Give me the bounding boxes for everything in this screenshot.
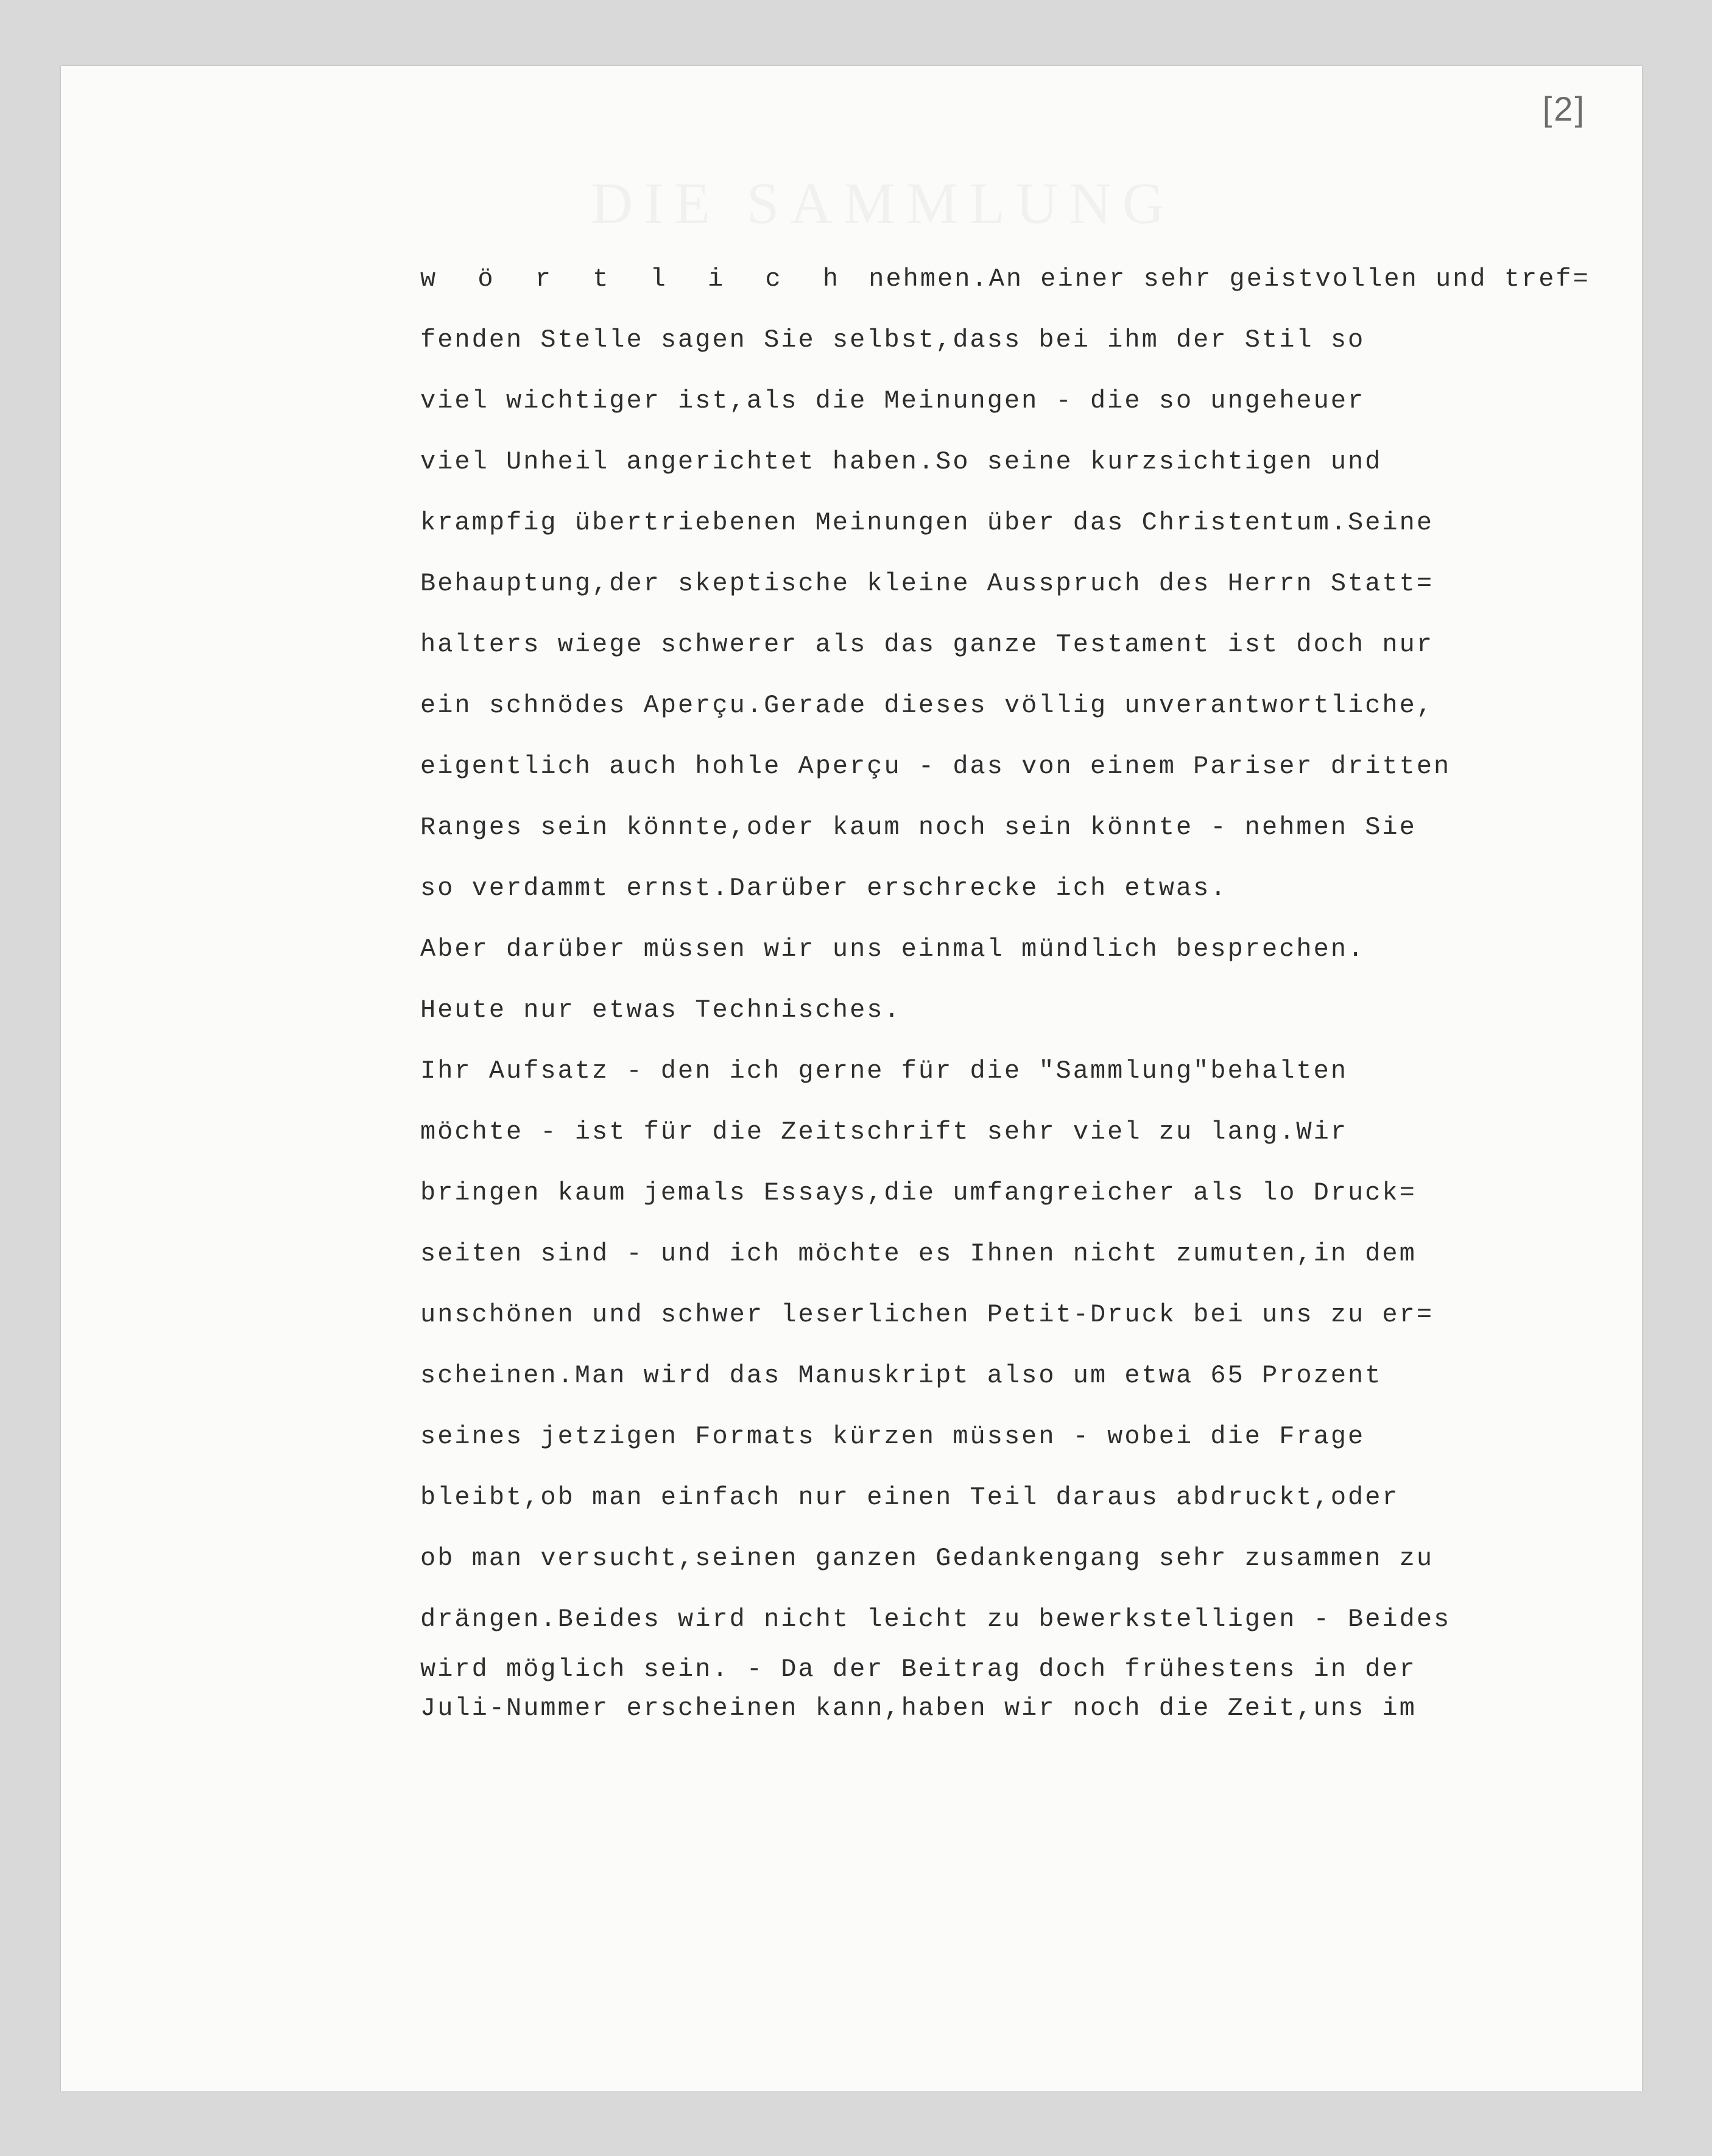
letter-line: Aber darüber müssen wir uns einmal mündlich besprechen. <box>420 935 1365 964</box>
letter-line: halters wiege schwerer als das ganze Testament ist doch nur <box>420 630 1434 659</box>
page-number: [2] <box>1542 90 1586 128</box>
letter-line: eigentlich auch hohle Aperçu - das von einem Pariser dritten <box>420 752 1451 781</box>
letter-line: seiten sind - und ich möchte es Ihnen nicht zumuten,in dem <box>420 1239 1417 1268</box>
letter-line: bringen kaum jemals Essays,die umfangreicher als lo Druck= <box>420 1178 1417 1207</box>
letter-body <box>420 249 1614 1728</box>
letter-line: Behauptung,der skeptische kleine Ausspruch des Herrn Statt= <box>420 569 1434 598</box>
letterhead-watermark: DIE SAMMLUNG <box>591 171 1175 236</box>
emphasized-word: w ö r t l i c h <box>420 264 852 294</box>
letter-line: scheinen.Man wird das Manuskript also um etwa 65 Prozent <box>420 1361 1383 1390</box>
letter-line: unschönen und schwer leserlichen Petit-Druck bei uns zu er= <box>420 1300 1434 1329</box>
letter-line: viel Unheil angerichtet haben.So seine kurzsichtigen und <box>420 447 1383 476</box>
letter-line: drängen.Beides wird nicht leicht zu bewerkstelligen - Beides <box>420 1605 1451 1634</box>
letter-line: krampfig übertriebenen Meinungen über das Christentum.Seine <box>420 508 1434 537</box>
letter-line: ob man versucht,seinen ganzen Gedankengang sehr zusammen zu <box>420 1544 1434 1573</box>
letter-line <box>420 249 1614 309</box>
letter-line: möchte - ist für die Zeitschrift sehr viel zu lang.Wir <box>420 1117 1348 1147</box>
letter-line: Heute nur etwas Technisches. <box>420 995 901 1025</box>
letter-line: seines jetzigen Formats kürzen müssen - wobei die Frage <box>420 1422 1365 1451</box>
letter-line: ein schnödes Aperçu.Gerade dieses völlig unverantwortliche, <box>420 691 1434 720</box>
letter-page <box>61 66 1642 2091</box>
letter-line: Ihr Aufsatz - den ich gerne für die "Sammlung"behalten <box>420 1056 1348 1086</box>
letter-line: Ranges sein könnte,oder kaum noch sein könnte - nehmen Sie <box>420 813 1417 842</box>
letter-line: wird möglich sein. - Da der Beitrag doch frühestens in der <box>420 1655 1417 1684</box>
letter-line-text: nehmen.An einer sehr geistvollen und tref= <box>851 264 1590 294</box>
letter-line: bleibt,ob man einfach nur einen Teil daraus abdruckt,oder <box>420 1483 1400 1512</box>
letter-line: viel wichtiger ist,als die Meinungen - die so ungeheuer <box>420 386 1365 415</box>
letter-line: so verdammt ernst.Darüber erschrecke ich etwas. <box>420 874 1228 903</box>
letter-line: fenden Stelle sagen Sie selbst,dass bei ihm der Stil so <box>420 325 1365 355</box>
letter-line: Juli-Nummer erscheinen kann,haben wir noch die Zeit,uns im <box>420 1694 1417 1723</box>
